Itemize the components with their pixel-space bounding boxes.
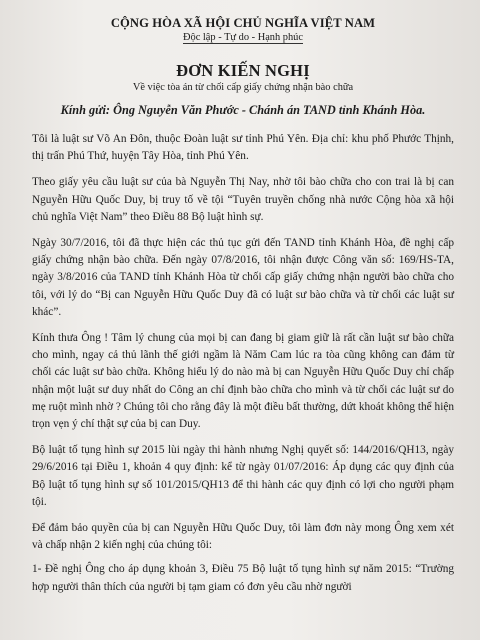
paragraph-court-refusal: Ngày 30/7/2016, tôi đã thực hiện các thủ tục gửi đến TAND tỉnh Khánh Hòa, đề nghị cấp giấy chứng nhận bào chữa. Đến ngày 07/8/2016, tôi nhận được Công văn số: 169/HS-TA, ngày 3/8/2016 của TAND tỉnh Khánh Hòa từ chối cấp giấy chứng nhận người bào chữa cho tôi, với lý do “Bị can Nguyễn Hữu Quốc Duy đã có luật sư bào chữa và từ chối các luật sư khác”. — [32, 237, 454, 318]
document-subtitle: Về việc tòa án từ chối cấp giấy chứng nhận bào chữa — [132, 82, 354, 93]
paragraph-introduction: Tôi là luật sư Võ An Đôn, thuộc Đoàn luật sư tỉnh Phú Yên. Địa chỉ: khu phố Phước Thịnh, thị trấn Phú Thứ, huyện Tây Hòa, tỉnh Phú Yên. — [32, 133, 454, 163]
motto-text: Độc lập - Tự do - Hạnh phúc — [183, 32, 303, 43]
paragraph-legal-basis: Bộ luật tố tụng hình sự 2015 lùi ngày thi hành nhưng Nghị quyết số: 144/2016/QH13, ngày 29/6/2016 tại Điều 1, khoản 4 quy định: kể từ ngày 01/07/2016: Áp dụng các quy định của Bộ luật tố tụng hình sự số 101/2015/QH13 để thi hành các quy định có lợi cho người phạm tội. — [32, 444, 454, 508]
recipient-line: Kính gửi: Ông Nguyễn Văn Phước - Chánh án TAND tỉnh Khánh Hòa. — [60, 103, 426, 117]
national-header: CỘNG HÒA XÃ HỘI CHỦ NGHĨA VIỆT NAM — [110, 16, 376, 30]
paragraph-petition-item-1: 1- Đề nghị Ông cho áp dụng khoản 3, Điều 75 Bộ luật tố tụng hình sự năm 2015: “Trường hợp người thân thích của người bị tạm giam có đơn yêu cầu nhờ người — [32, 563, 454, 593]
paragraph-request-origin: Theo giấy yêu cầu luật sư của bà Nguyễn Thị Nay, nhờ tôi bào chữa cho con trai là bị can Nguyễn Hữu Quốc Duy, bị truy tố về tội “Tuyên truyền chống nhà nước Cộng hòa xã hội chủ nghĩa Việt Nam” theo Điều 88 Bộ luật hình sự. — [32, 176, 454, 223]
document-title: ĐƠN KIẾN NGHỊ — [176, 61, 310, 80]
paragraph-petition-intro: Để đảm bảo quyền của bị can Nguyễn Hữu Quốc Duy, tôi làm đơn này mong Ông xem xét và chấp nhận 2 kiến nghị của chúng tôi: — [32, 522, 454, 552]
national-motto — [32, 32, 454, 43]
paragraph-argument: Kính thưa Ông ! Tâm lý chung của mọi bị can đang bị giam giữ là rất cần luật sư bào chữa cho mình, ngay cả thủ lãnh thế giới ngầm là Năm Cam lúc ra tòa cũng không can đảm từ chối các luật sư bào chữa. Không hiểu lý do nào mà bị can Nguyễn Hữu Quốc Duy chỉ chấp nhận một luật sư duy nhất do Công an chỉ định bào chữa cho mình và từ chối các luật sư do mẹ ruột mình nhờ ? Chúng tôi cho rằng đây là một điều bất thường, dứt khoát không thể hiện trọn vẹn ý chí thật sự của bị can Duy. — [32, 332, 454, 431]
